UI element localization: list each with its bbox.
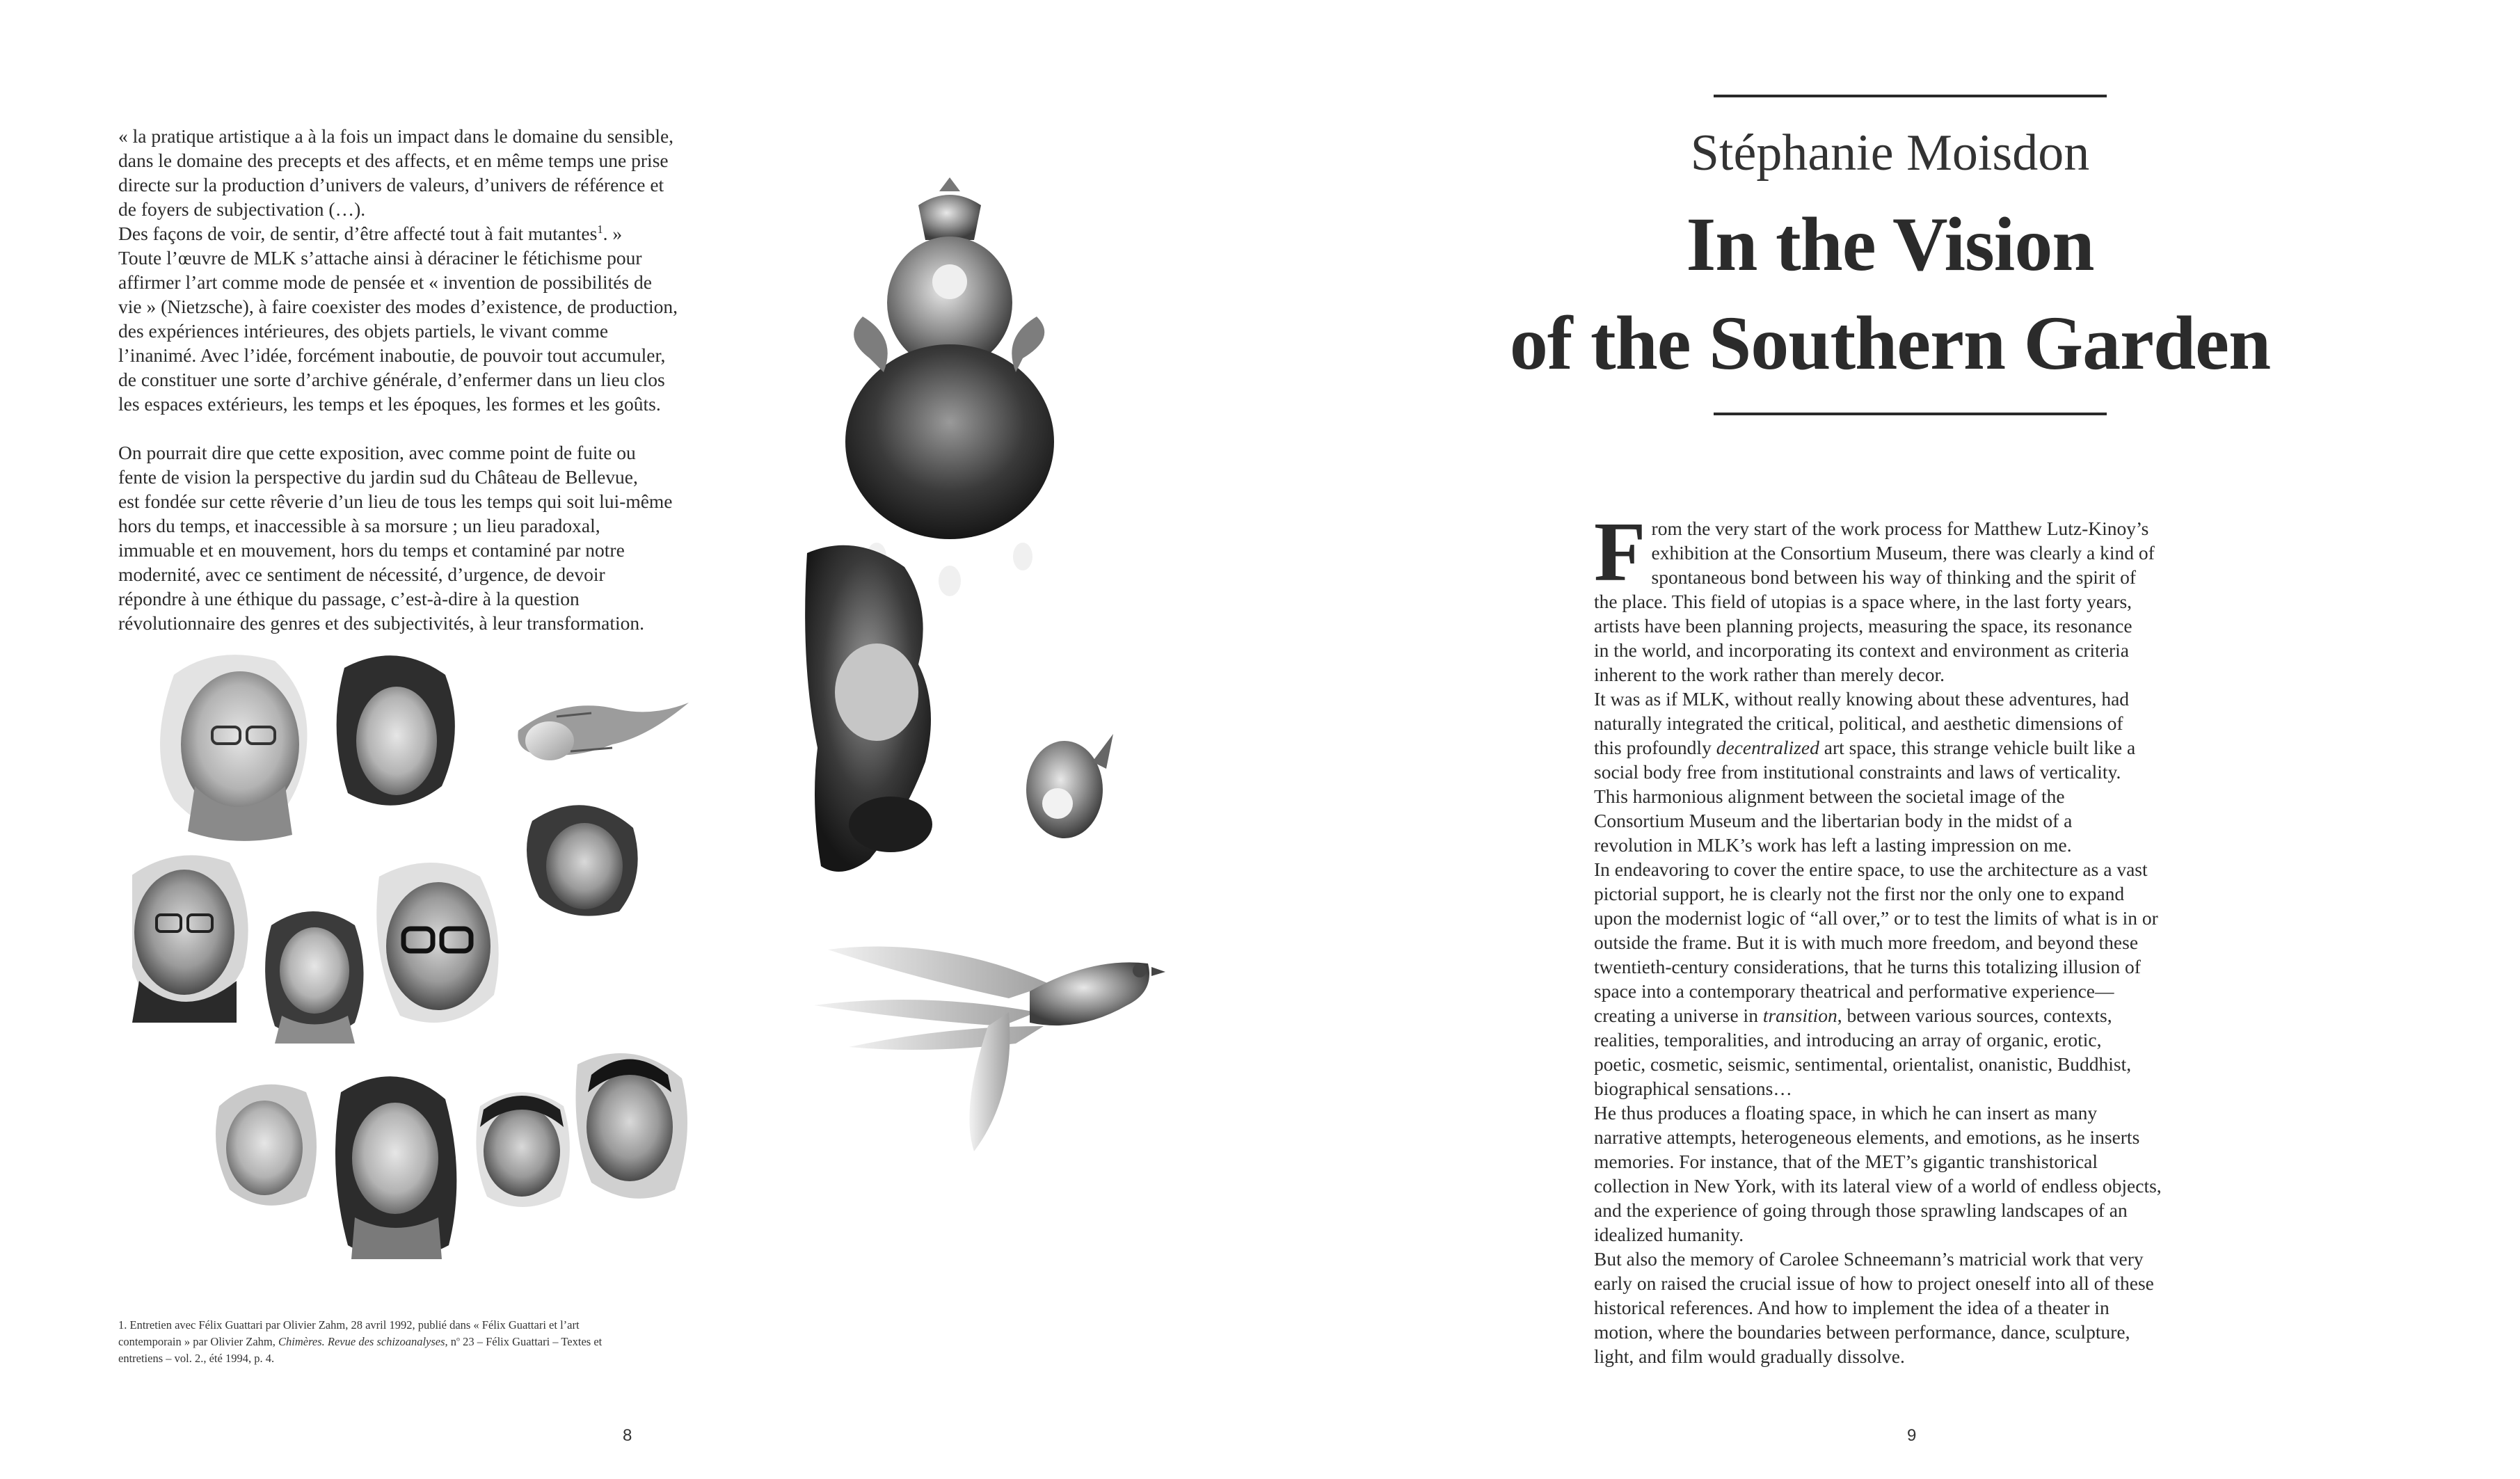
text-line: artists have been planning projects, measuring the space, its resonance [1594,615,2132,637]
title-line-1: In the Vision [1686,202,2094,287]
text-line: early on raised the crucial issue of how to project oneself into all of these [1594,1272,2154,1294]
text-line: motion, where the boundaries between performance, dance, sculpture, [1594,1321,2130,1343]
text-line: immuable et en mouvement, hors du temps et contaminé par notre [118,539,625,561]
jewel-collage [800,177,1218,1179]
text-line: vie » (Nietzsche), à faire coexister des modes d’existence, de production, [118,296,678,317]
right-body-text [1594,505,2231,1368]
left-paragraph-1 [118,124,765,416]
text-line: the place. This field of utopias is a space where, in the last forty years, [1594,591,2132,612]
text-line: répondre à une éthique du passage, c’est-à-dire à la question [118,588,580,609]
text-line: pictorial support, he is clearly not the first nor the only one to expand [1594,883,2125,904]
text-line: twentieth-century considerations, that he turns this totalizing illusion of [1594,956,2141,977]
text-line: On pourrait dire que cette exposition, avec comme point de fuite ou [118,442,636,463]
text-line: in the world, and incorporating its context and environment as criteria [1594,639,2130,661]
bird-brooch [814,947,1165,1151]
left-body-text [118,124,765,635]
text-line: In endeavoring to cover the entire space, to use the architecture as a vast [1594,858,2148,880]
text-line: this profoundly decentralized art space, this strange vehicle built like a [1594,737,2136,758]
text-line: space into a contemporary theatrical and performative experience— [1594,980,2114,1002]
text-line: But also the memory of Carolee Schneemann’s matricial work that very [1594,1248,2144,1270]
author-name: Stéphanie Moisdon [1690,125,2090,182]
text-line: directe sur la production d’univers de valeurs, d’univers de référence et [118,174,664,195]
text-line: est fondée sur cette rêverie d’un lieu de tous les temps qui soit lui-même [118,490,673,512]
text-line: narrative attempts, heterogeneous elements, and emotions, as he inserts [1594,1126,2140,1148]
text-line: des expériences intérieures, des objets partiels, le vivant comme [118,320,609,342]
text-line: upon the modernist logic of “all over,” or to test the limits of what is in or [1594,907,2158,929]
mermaid-pendant [1026,734,1113,838]
text-line: historical references. And how to implement the idea of a theater in [1594,1297,2110,1318]
text-line: Des façons de voir, de sentir, d’être affecté tout à fait mutantes$^1$. » [118,222,623,244]
text-line: biographical sensations… [1594,1078,1792,1099]
page-number-left: 8 [623,1426,632,1445]
portrait-collage [132,647,835,1301]
text-line: hors du temps, et inaccessible à sa morsure ; un lieu paradoxal, [118,515,600,536]
title-rule-bottom [1714,413,2107,415]
text-line: and the experience of going through those sprawling landscapes of an [1594,1199,2128,1221]
portrait-5 [265,911,363,1044]
footnote [118,1317,786,1367]
grotto-sculpture [805,545,932,872]
text-line: révolutionnaire des genres et des subjectivités, à leur transformation. [118,612,645,634]
ornate-pendant [845,177,1054,596]
text-line: collection in New York, with its lateral view of a world of endless objects, [1594,1175,2162,1197]
text-line: exhibition at the Consortium Museum, there was clearly a kind of [1651,542,2155,563]
text-line: memories. For instance, that of the MET’s gigantic transhistorical [1594,1151,2098,1172]
text-line: This harmonious alignment between the societal image of the [1594,785,2065,807]
footnote-line-2: contemporain » par Olivier Zahm, Chimères. Revue des schizoanalyses, $n^o$ 23 – Félix Guattari – Textes et [118,1335,603,1348]
text-line: affirmer l’art comme mode de pensée et « invention de possibilités de [118,271,652,293]
text-line: realities, temporalities, and introducing an array of organic, erotic, [1594,1029,2102,1050]
text-line: It was as if MLK, without really knowing about these adventures, had [1594,688,2130,710]
portrait-3 [527,805,638,916]
right-page [1260,0,2520,1479]
text-line: les espaces extérieurs, les temps et les époques, les formes et les goûts. [118,393,661,415]
text-line: naturally integrated the critical, political, and aesthetic dimensions of [1594,712,2123,734]
text-line: de foyers de subjectivation (…). [118,198,366,220]
text-line: poetic, cosmetic, seismic, sentimental, orientalist, onanistic, Buddhist, [1594,1053,2132,1075]
text-line: de constituer une sorte d’archive générale, d’enfermer dans un lieu clos [118,369,665,390]
text-line: spontaneous bond between his way of thinking and the spirit of [1651,566,2137,588]
text-line: dans le domaine des precepts et des affects, et en même temps une prise [118,150,669,171]
text-line: He thus produces a floating space, in which he can insert as many [1594,1102,2098,1124]
title-rule-top [1714,95,2107,97]
text-line: Toute l’œuvre de MLK s’attache ainsi à déraciner le fétichisme pour [118,247,642,269]
text-line: inherent to the work rather than merely decor. [1594,664,1945,685]
left-paragraph-2 [118,440,765,635]
shrimp-brooch [518,703,689,760]
drop-cap: F [1594,505,1646,599]
portrait-9 [476,1092,570,1207]
text-line: revolution in MLK’s work has left a lasting impression on me. [1594,834,2072,856]
page-number-right: 9 [1907,1426,1917,1445]
text-line: creating a universe in transition, between various sources, contexts, [1594,1005,2112,1026]
portrait-4 [132,855,248,1023]
portrait-8 [335,1076,456,1259]
text-line: rom the very start of the work process for Matthew Lutz-Kinoy’s [1651,518,2149,539]
text-line: idealized humanity. [1594,1224,1744,1245]
text-line: l’inanimé. Avec l’idée, forcément inaboutie, de pouvoir tout accumuler, [118,344,666,366]
text-line: fente de vision la perspective du jardin sud du Château de Bellevue, [118,466,638,488]
text-line: social body free from institutional constraints and laws of verticality. [1594,761,2121,783]
portrait-6 [376,863,498,1023]
text-line: light, and film would gradually dissolve. [1594,1345,1905,1367]
portrait-1 [160,655,308,841]
portrait-7 [216,1085,317,1206]
footnote-line-3: entretiens – vol. 2., été 1994, p. 4. [118,1352,275,1365]
title-line-2: of the Southern Garden [1509,301,2271,385]
text-line: « la pratique artistique a à la fois un impact dans le domaine du sensible, [118,125,674,147]
text-line: modernité, avec ce sentiment de nécessité, d’urgence, de devoir [118,563,605,585]
portrait-2 [337,655,455,806]
footnote-line-1: 1. Entretien avec Félix Guattari par Olivier Zahm, 28 avril 1992, publié dans « Félix Guattari et l’art [118,1318,580,1332]
text-line: Consortium Museum and the libertarian body in the midst of a [1594,810,2073,831]
text-line: outside the frame. But it is with much more freedom, and beyond these [1594,932,2139,953]
portrait-10 [576,1053,688,1199]
article-title [1260,195,2520,392]
